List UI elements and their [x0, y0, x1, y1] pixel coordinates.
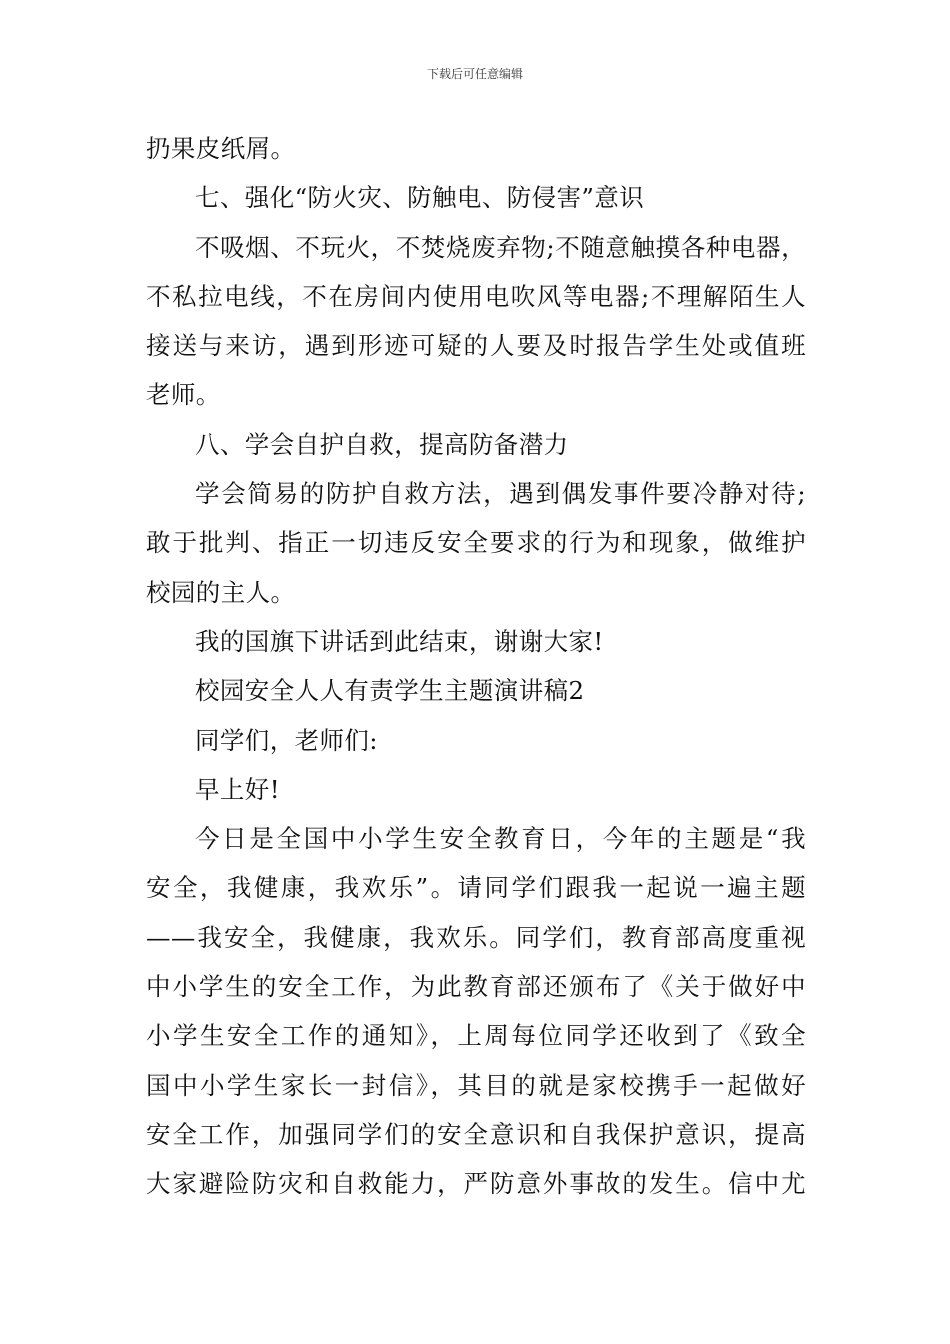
text-line: 中小学生的安全工作，为此教育部还颁布了《关于做好中 — [146, 972, 806, 1002]
text-line: 接送与来访，遇到形迹可疑的人要及时报告学生处或值班 — [146, 331, 806, 361]
text-line: 安全工作，加强同学们的安全意识和自我保护意识，提高 — [146, 1119, 806, 1149]
text-line: 敢于批判、指正一切违反安全要求的行为和现象，做维护 — [146, 528, 806, 558]
text-line: 小学生安全工作的通知》，上周每位同学还收到了《致全 — [146, 1021, 806, 1051]
text-line: 七、强化“防火灾、防触电、防侵害”意识 — [195, 183, 645, 213]
text-line: 校园的主人。 — [146, 577, 296, 607]
text-line: 老师。 — [146, 380, 221, 410]
text-line: 国中小学生家长一封信》，其目的就是家校携手一起做好 — [146, 1070, 806, 1100]
text-line: 大家避险防灾和自救能力，严防意外事故的发生。信中尤 — [146, 1169, 806, 1199]
text-line: 不吸烟、不玩火，不焚烧废弃物;不随意触摸各种电器， — [195, 232, 806, 262]
page-header: 下载后可任意编辑 — [426, 67, 523, 81]
text-line: 安全，我健康，我欢乐”。请同学们跟我一起说一遍主题 — [146, 873, 806, 903]
text-line: 不私拉电线，不在房间内使用电吹风等电器;不理解陌生人 — [146, 281, 806, 311]
text-line: 校园安全人人有责学生主题演讲稿2 — [195, 676, 585, 706]
text-line: 学会简易的防护自救方法，遇到偶发事件要冷静对待; — [195, 479, 806, 509]
body-text — [146, 124, 806, 1209]
text-line: ——我安全，我健康，我欢乐。同学们，教育部高度重视 — [146, 922, 806, 952]
text-line: 扔果皮纸屑。 — [146, 134, 296, 163]
text-line: 同学们，老师们: — [195, 725, 378, 755]
text-line: 我的国旗下讲话到此结束，谢谢大家! — [195, 626, 604, 656]
text-line: 早上好! — [195, 774, 280, 804]
text-line: 今日是全国中小学生安全教育日，今年的主题是“我 — [195, 824, 806, 854]
text-line: 八、学会自护自救，提高防备潜力 — [195, 429, 569, 459]
